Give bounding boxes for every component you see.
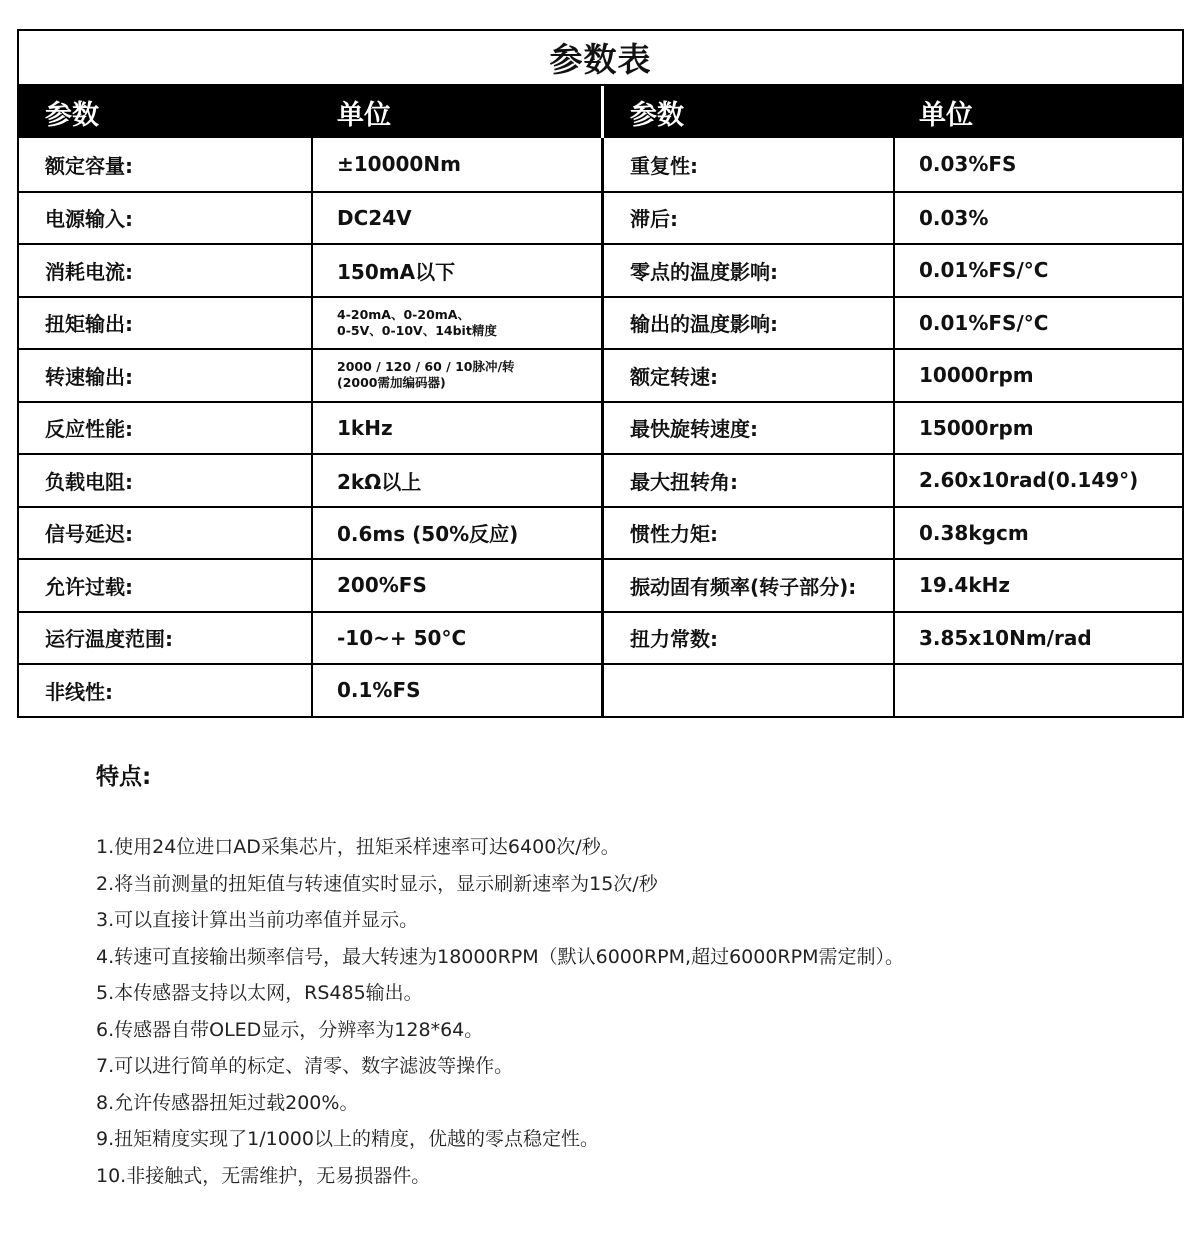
table-row [19, 348, 1182, 401]
param-value: 0.01%FS/°C [893, 245, 1182, 296]
param-value: 0.38kgcm [893, 508, 1182, 559]
table-row [19, 296, 1182, 349]
table-row [19, 243, 1182, 296]
table-body [19, 138, 1182, 716]
param-value: 15000rpm [893, 403, 1182, 454]
feature-item: 4.转速可直接输出频率信号，最大转速为18000RPM（默认6000RPM,超过6000RPM需定制）。 [96, 945, 904, 968]
param-name: 转速输出: [45, 364, 133, 389]
param-value: 200%FS [311, 560, 601, 611]
param-value: 10000rpm [893, 350, 1182, 401]
param-value [893, 665, 1182, 716]
param-name: 信号延迟: [45, 522, 133, 547]
param-name: 运行温度范围: [45, 627, 173, 652]
param-value: 150mA以下 [311, 245, 601, 296]
param-value: 2.60x10rad(0.149°) [893, 455, 1182, 506]
param-value: -10~+ 50°C [311, 613, 601, 664]
param-value: 3.85x10Nm/rad [893, 613, 1182, 664]
table-row [19, 138, 1182, 191]
param-name: 消耗电流: [45, 259, 133, 284]
param-value-line: (2000需加编码器) [337, 375, 446, 391]
feature-item: 8.允许传感器扭矩过载200%。 [96, 1091, 359, 1114]
feature-item: 9.扭矩精度实现了1/1000以上的精度，优越的零点稳定性。 [96, 1128, 599, 1150]
param-name: 扭矩输出: [45, 312, 133, 337]
param-value: 0.01%FS/°C [893, 298, 1182, 349]
param-name: 反应性能: [45, 417, 133, 442]
feature-item: 5.本传感器支持以太网，RS485输出。 [96, 982, 423, 1004]
feature-item: 3.可以直接计算出当前功率值并显示。 [96, 909, 419, 931]
param-value-line: 0-5V、0-10V、14bit精度 [337, 322, 497, 338]
table-row [19, 663, 1182, 716]
param-name: 额定容量: [45, 153, 133, 178]
param-value: DC24V [311, 193, 601, 244]
param-name: 允许过载: [45, 574, 133, 599]
table-row [19, 453, 1182, 506]
param-name: 惯性力矩: [601, 508, 893, 559]
param-value: 0.1%FS [311, 665, 601, 716]
param-value: 19.4kHz [893, 560, 1182, 611]
features-list [96, 829, 1156, 1194]
param-value [311, 298, 601, 349]
header-param-1: 参数 [45, 99, 99, 131]
features-title: 特点: [96, 764, 152, 790]
param-name: 最大扭转角: [601, 455, 893, 506]
feature-item: 7.可以进行简单的标定、清零、数字滤波等操作。 [96, 1055, 514, 1077]
feature-item: 10.非接触式，无需维护，无易损器件。 [96, 1164, 431, 1187]
param-value-line: 4-20mA、0-20mA、 [337, 306, 470, 322]
param-name: 输出的温度影响: [601, 298, 893, 349]
param-value: 0.6ms (50%反应) [311, 508, 601, 559]
table-row [19, 401, 1182, 454]
feature-item: 1.使用24位进口AD采集芯片，扭矩采样速率可达6400次/秒。 [96, 836, 620, 858]
header-unit-2: 单位 [919, 99, 973, 131]
header-unit-1: 单位 [337, 99, 391, 131]
table-row [19, 506, 1182, 559]
param-name: 滞后: [601, 193, 893, 244]
table-row [19, 558, 1182, 611]
param-name: 零点的温度影响: [601, 245, 893, 296]
table-header-row [19, 86, 1182, 138]
table-title: 参数表 [19, 31, 1182, 86]
param-value: 2kΩ以上 [311, 455, 601, 506]
header-param-2: 参数 [601, 86, 893, 138]
param-name: 非线性: [45, 679, 113, 704]
param-name: 重复性: [601, 138, 893, 191]
param-value: ±10000Nm [311, 138, 601, 191]
param-name: 扭力常数: [601, 613, 893, 664]
param-value: 0.03%FS [893, 138, 1182, 191]
param-value-multiline [337, 307, 497, 339]
param-value: 0.03% [893, 193, 1182, 244]
param-name: 电源输入: [45, 207, 133, 232]
table-row [19, 191, 1182, 244]
features-section [96, 758, 1156, 1194]
param-name: 振动固有频率(转子部分): [601, 560, 893, 611]
param-value [311, 350, 601, 401]
param-value-line: 2000 / 120 / 60 / 10脉冲/转 [337, 359, 515, 375]
spec-table [17, 29, 1184, 718]
param-value: 1kHz [311, 403, 601, 454]
param-name: 最快旋转速度: [601, 403, 893, 454]
feature-item: 6.传感器自带OLED显示，分辨率为128*64。 [96, 1018, 484, 1041]
table-row [19, 611, 1182, 664]
param-name [601, 665, 893, 716]
param-value-multiline [337, 359, 515, 391]
param-name: 额定转速: [601, 350, 893, 401]
feature-item: 2.将当前测量的扭矩值与转速值实时显示，显示刷新速率为15次/秒 [96, 872, 658, 895]
param-name: 负载电阻: [45, 469, 133, 494]
